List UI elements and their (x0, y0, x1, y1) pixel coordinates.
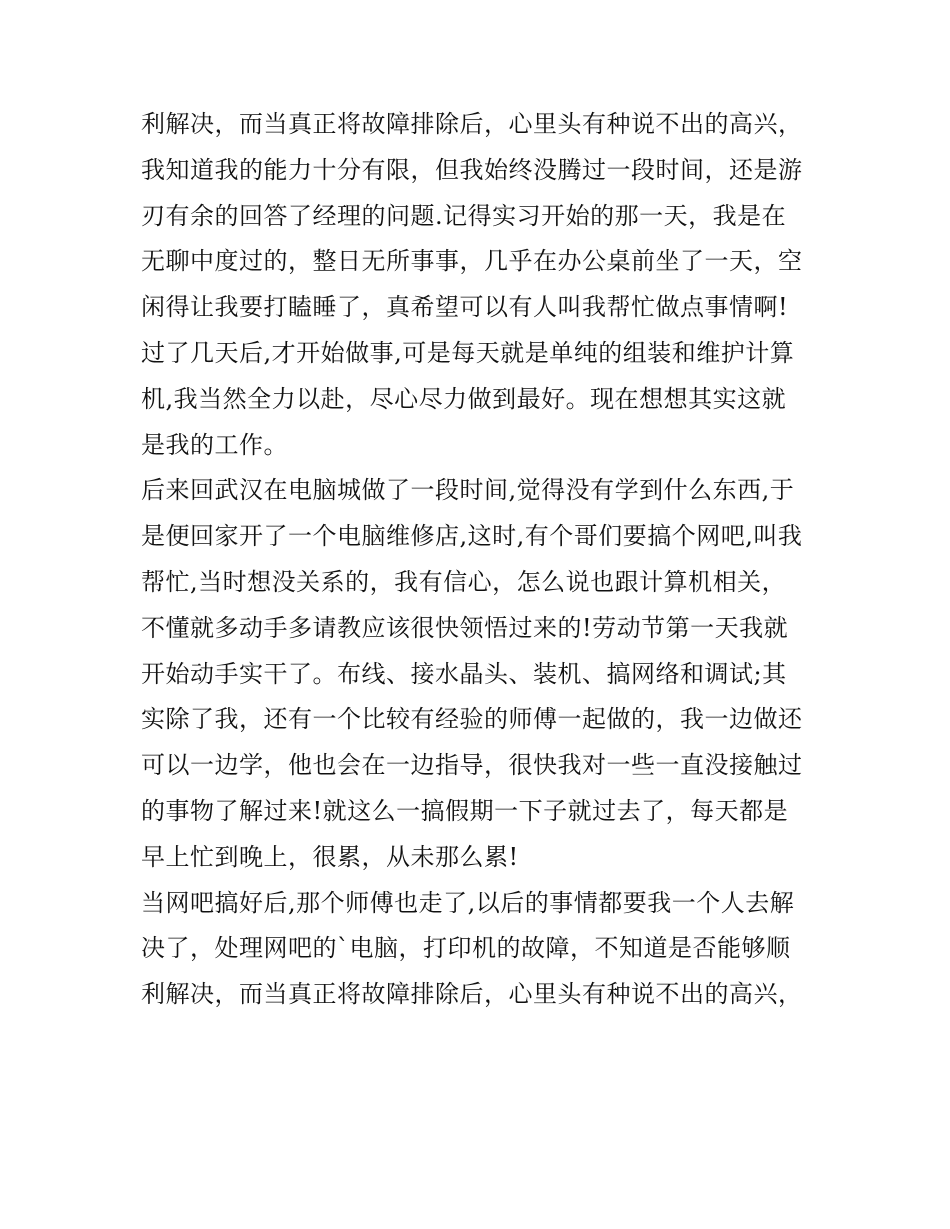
text-line: 后来回武汉在电脑城做了一段时间,觉得没有学到什么东西,于 (141, 476, 795, 505)
text-line: 利解决，而当真正将故障排除后，心里头有种说不出的高兴， (141, 980, 803, 1009)
text-line: 早上忙到晚上，很累，从未那么累! (141, 842, 519, 871)
text-line: 实除了我，还有一个比较有经验的师傅一起做的，我一边做还 (141, 705, 803, 734)
text-line: 开始动手实干了。布线、接水晶头、装机、搞网络和调试;其 (141, 659, 787, 688)
text-line: 不懂就多动手多请教应该很快领悟过来的!劳动节第一天我就 (141, 613, 789, 642)
text-line: 过了几天后,才开始做事,可是每天就是单纯的组装和维护计算 (141, 338, 795, 367)
text-line: 的事物了解过来!就这么一搞假期一下子就过去了，每天都是 (141, 796, 789, 825)
text-line: 当网吧搞好后,那个师傅也走了,以后的事情都要我一个人去解 (141, 888, 795, 917)
text-line: 刃有余的回答了经理的问题.记得实习开始的那一天，我是在 (141, 201, 787, 230)
text-line: 帮忙,当时想没关系的，我有信心，怎么说也跟计算机相关， (141, 567, 787, 596)
text-line: 无聊中度过的，整日无所事事，几乎在办公桌前坐了一天，空 (141, 247, 803, 276)
text-line: 是便回家开了一个电脑维修店,这时,有个哥们要搞个网吧,叫我 (141, 522, 803, 551)
text-line: 闲得让我要打瞌睡了，真希望可以有人叫我帮忙做点事情啊! (141, 293, 789, 322)
text-line: 是我的工作。 (141, 430, 288, 459)
text-line: 机,我当然全力以赴，尽心尽力做到最好。现在想想其实这就 (141, 384, 787, 413)
text-line: 我知道我的能力十分有限，但我始终没腾过一段时间，还是游 (141, 155, 803, 184)
text-line: 可以一边学，他也会在一边指导，很快我对一些一直没接触过 (141, 751, 803, 780)
document-body-text (141, 102, 821, 1018)
text-line: 决了，处理网吧的`电脑，打印机的故障，不知道是否能够顺 (141, 934, 791, 963)
text-line: 利解决，而当真正将故障排除后，心里头有种说不出的高兴， (141, 110, 803, 138)
